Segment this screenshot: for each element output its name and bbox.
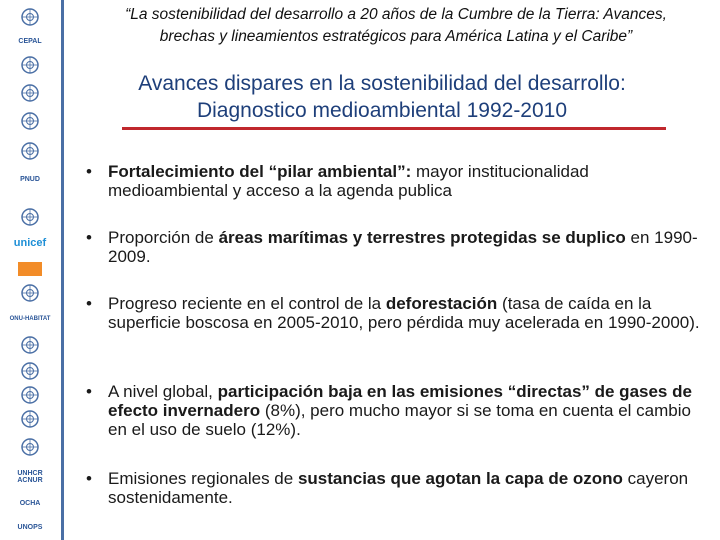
bullet-span: (8%), pero mucho mayor si se toma en cuenta el cambio en el uso de suelo (12%). xyxy=(108,401,691,439)
bullet-text xyxy=(108,162,712,200)
fao-logo xyxy=(6,140,54,162)
heading-line-1: Avances dispares en la sostenibilidad del desarrollo: xyxy=(138,72,626,95)
bullet-emphasis: áreas marítimas y terrestres protegidas se duplico xyxy=(218,228,626,247)
bullet-emphasis: deforestación xyxy=(385,294,498,313)
bullet-text xyxy=(108,294,712,332)
bullet-marker: • xyxy=(86,228,92,247)
un-emblem-icon xyxy=(6,408,54,430)
bullet-span: Proporción de xyxy=(108,228,219,247)
bullet-marker: • xyxy=(86,162,92,181)
onu-habitat-logo: ONU-HABITAT xyxy=(9,316,51,322)
onudi-logo xyxy=(6,360,54,382)
bullet-text xyxy=(108,382,712,439)
un-emblem-icon xyxy=(6,6,54,28)
bullet-span: Progreso reciente en el control de la xyxy=(108,294,386,313)
oms-logo xyxy=(6,334,54,356)
bullet-span: mayor institucionalidad medioambiental y acceso a la agenda publica xyxy=(108,162,589,200)
bullet-text xyxy=(108,228,712,266)
slide-heading xyxy=(72,70,692,124)
un-emblem-icon xyxy=(6,436,54,458)
pnud-logo: PNUD xyxy=(20,175,40,183)
un-emblem-icon xyxy=(6,384,54,406)
un-emblem-icon xyxy=(6,82,54,104)
ocha-logo: OCHA xyxy=(19,499,41,507)
bullet-span: A nivel global, xyxy=(108,382,218,401)
bullet-marker: • xyxy=(86,469,92,488)
title-line-1: “La sostenibilidad del desarrollo a 20 años de la Cumbre de la Tierra: Avances, xyxy=(125,6,667,23)
heading-line-2: Diagnostico medioambiental 1992-2010 xyxy=(196,99,568,122)
bullet-emphasis: participación baja en las emisiones “directas” de gases de efecto invernadero xyxy=(108,382,692,420)
pnuma-logo xyxy=(6,206,54,228)
cepal-logo: CEPAL xyxy=(18,37,42,45)
bullet-text xyxy=(108,469,712,507)
bullet-emphasis: Fortalecimiento del “pilar ambiental”: xyxy=(108,162,412,181)
sidebar-logos xyxy=(0,0,64,540)
bullet-span: cayeron sostenidamente. xyxy=(108,469,689,507)
un-emblem-icon xyxy=(6,54,54,76)
bullet-span: Emisiones regionales de xyxy=(108,469,298,488)
bullet-emphasis: sustancias que agotan la capa de ozono xyxy=(297,469,623,488)
bullet-marker: • xyxy=(86,294,92,313)
unfpa-logo xyxy=(6,258,54,280)
unesco-logo xyxy=(6,110,54,132)
unicef-logo: unicef xyxy=(13,236,47,249)
presentation-title xyxy=(72,4,720,48)
bullet-span: en 1990-2009. xyxy=(108,228,698,266)
bullet-marker: • xyxy=(86,382,92,401)
title-line-2: brechas y lineamientos estratégicos para América Latina y el Caribe” xyxy=(159,28,633,45)
wfp-logo xyxy=(6,282,54,304)
unops-logo: UNOPS xyxy=(17,523,43,531)
bullet-span: (tasa de caída en la superficie boscosa en 2005-2010, pero pérdida muy acelerada en 1990-2000). xyxy=(108,294,700,332)
acnur-logo: UNHCR ACNUR xyxy=(17,470,43,484)
heading-divider xyxy=(122,127,666,130)
